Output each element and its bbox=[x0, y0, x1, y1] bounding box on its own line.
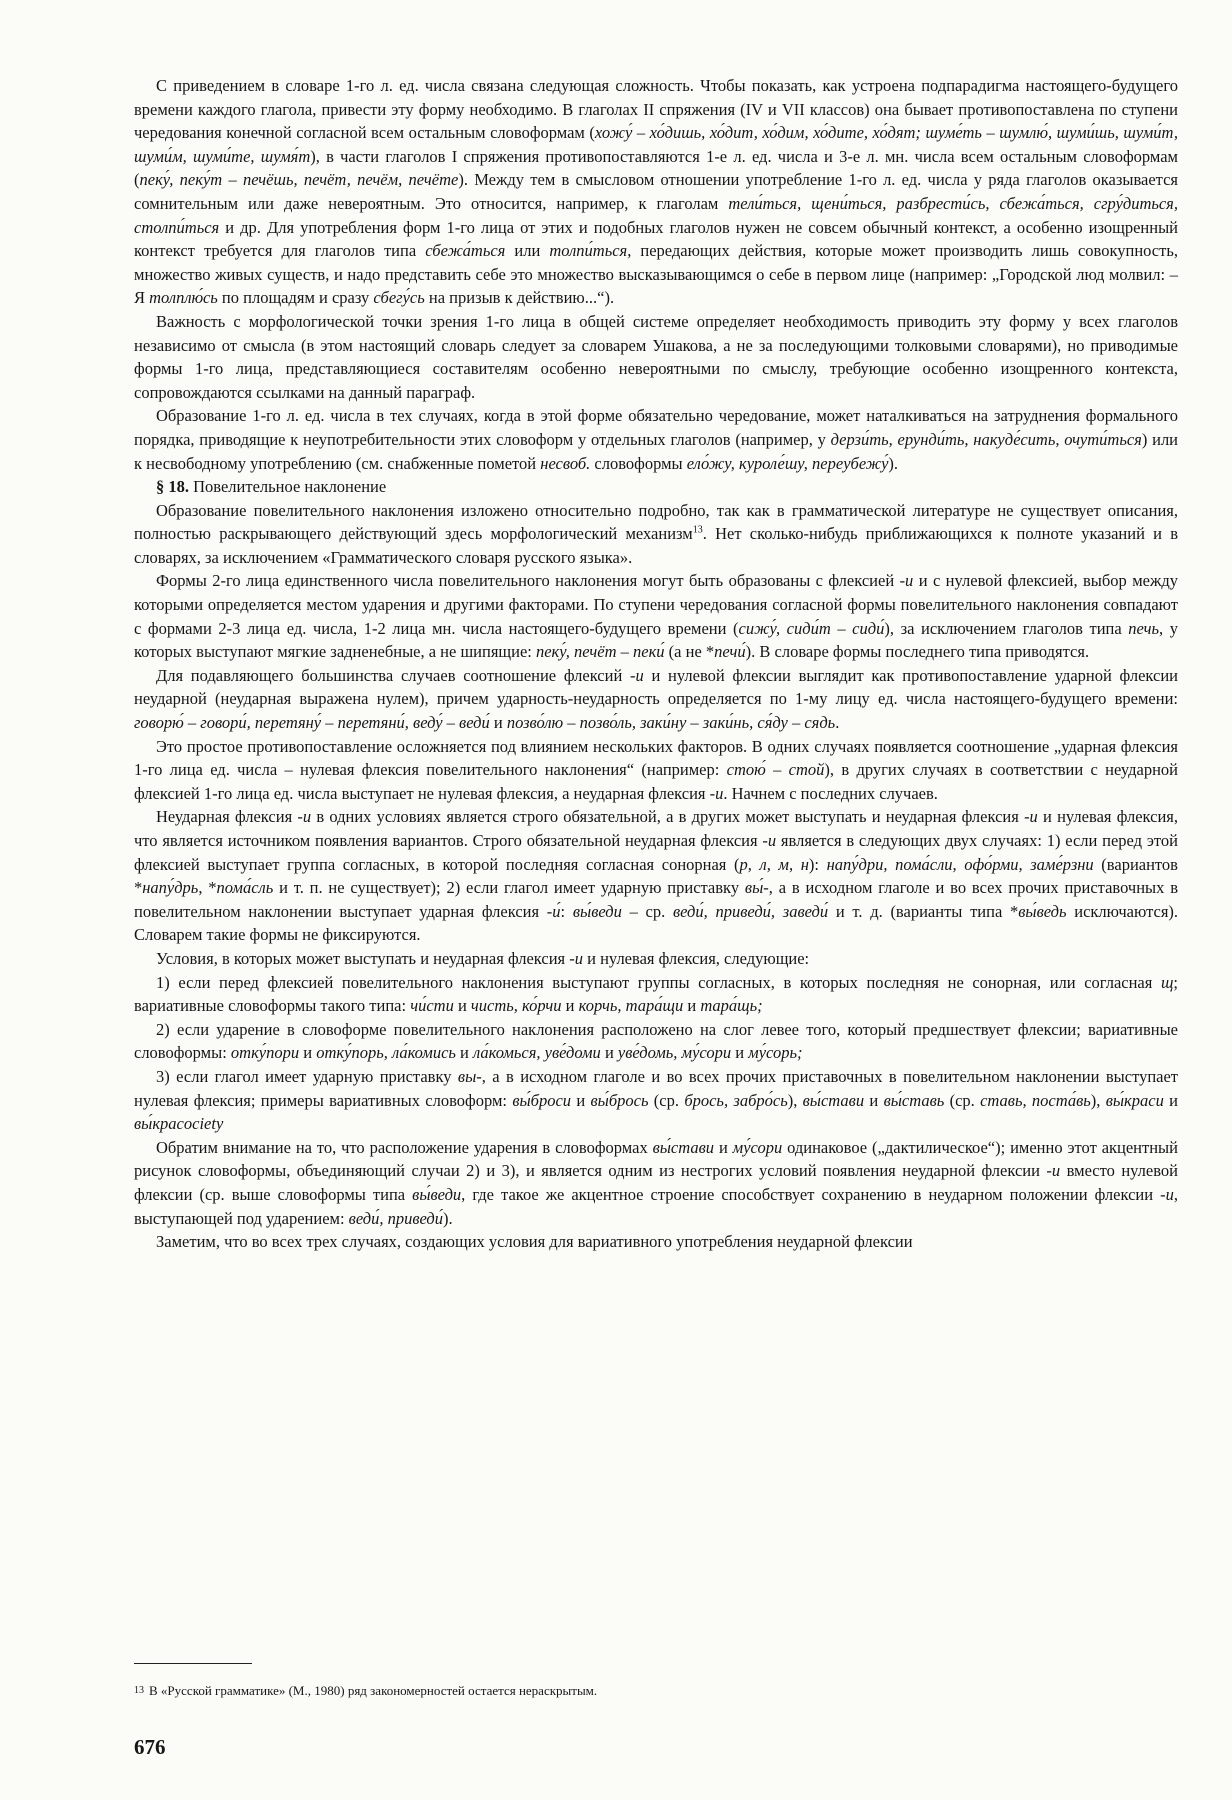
text-run: 3) если глагол имеет ударную приставку bbox=[156, 1066, 458, 1086]
text-run: и bbox=[455, 1043, 474, 1063]
italic-text: вы́броси bbox=[512, 1090, 572, 1110]
italic-text: ело́жу, куроле́шу, переубежу́ bbox=[686, 453, 889, 473]
text-run: , а в исходном глаголе и во всех прочих приставочных в повелительном наклонении выступает нулевая флексия; примеры вариативных словоформ: bbox=[134, 1066, 1179, 1110]
text-run: вместо нулевой флексии (ср. выше словоформы типа bbox=[134, 1161, 1179, 1204]
italic-text: чисть, ко́рчи bbox=[470, 996, 562, 1016]
paragraph bbox=[134, 1018, 1178, 1065]
text-run: ) или к несвободному употреблению (см. снабженные пометой bbox=[134, 429, 1179, 473]
text-run: 2) если ударение в словоформе повелительного наклонения расположено на слог левее того, который предшествует флексии; вариативные словоформы: bbox=[134, 1019, 1178, 1063]
text-run: Неударная флексия bbox=[156, 807, 298, 827]
italic-text: сижу́, сиди́т – сиди́ bbox=[738, 618, 885, 638]
text-run: и bbox=[864, 1090, 884, 1110]
text-run: (ср. bbox=[648, 1090, 685, 1110]
footnote-text: В «Русской грамматике» (М., 1980) ряд закономерностей остается нераскрытым. bbox=[149, 1683, 598, 1698]
italic-text: брось, забро́сь bbox=[684, 1090, 788, 1110]
italic-text: ставь, поста́вь bbox=[980, 1090, 1091, 1110]
paragraph bbox=[134, 971, 1178, 1018]
paragraph bbox=[134, 805, 1178, 947]
italic-text: корчь, тара́щи bbox=[578, 996, 684, 1016]
text-run: на призыв к действию...“). bbox=[424, 288, 615, 308]
text-run: . bbox=[835, 713, 840, 733]
text-run: , где такое же акцентное строение способствует сохранению в неударном положении флексии bbox=[461, 1184, 1161, 1204]
italic-text: -и bbox=[630, 665, 644, 685]
italic-text: дерзи́ть, ерунди́ть, накуде́сить, очути́ться bbox=[830, 429, 1142, 449]
text-run: и т. п. не существует); 2) если глагол имеет ударную приставку bbox=[273, 878, 745, 898]
text-run: и bbox=[714, 1137, 733, 1157]
italic-text: му́сорь; bbox=[748, 1043, 803, 1063]
text-run: и bbox=[1163, 1090, 1178, 1110]
italic-text: печь bbox=[1128, 618, 1160, 638]
footnote bbox=[134, 1682, 1178, 1700]
italic-text: -и bbox=[709, 783, 724, 803]
text-run: и bbox=[561, 996, 579, 1016]
italic-text: веди́, приведи́ bbox=[348, 1208, 444, 1228]
italic-text: несвоб. bbox=[540, 453, 591, 473]
paragraph bbox=[134, 310, 1178, 404]
footnote-rule bbox=[134, 1663, 252, 1664]
italic-text: тара́щь; bbox=[700, 996, 763, 1016]
text-run: является в следующих двух случаях: 1) если перед этой флексией выступает группа согласных, в которой последняя согласная сонорная ( bbox=[134, 831, 1178, 874]
text-run: ), bbox=[1090, 1090, 1106, 1110]
text-run: Образование 1-го л. ед. числа в тех случаях, когда в этой форме обязательно чередование, может наталкиваться на затруднения формального порядка, приводящие к неупотребительности этих словоформ у отдельных глаголов (например, у bbox=[134, 406, 1178, 449]
text-run: Заметим, что во всех трех случаях, создающих условия для вариативного употребления неударной флексии bbox=[156, 1232, 913, 1252]
text-run: и bbox=[299, 1043, 317, 1063]
paragraph bbox=[134, 1230, 1178, 1254]
italic-text: -и bbox=[899, 571, 914, 591]
italic-text: хожу́ – хо́дишь, хо́дит, хо́дим, хо́дите, хо́дят; шуме́ть – шумлю́, шуми́шь, шуми́т, шуми́м, шуми́те, шумя́т bbox=[134, 123, 1178, 166]
text-run: и нулевая флексия, что является источником появления вариантов. Строго обязательной неударная флексия bbox=[134, 807, 1179, 850]
italic-text: сбежа́ться bbox=[425, 241, 506, 261]
text-run: ). В словаре формы последнего типа приводятся. bbox=[745, 642, 1090, 662]
text-run: (вариантов * bbox=[134, 854, 1178, 898]
text-run: в одних условиях является строго обязательной, а в других может выступать и неударная флексия bbox=[311, 807, 1025, 827]
italic-text: напу́дрь bbox=[142, 878, 199, 898]
text-run: ). Между тем в смысловом отношении употребление 1-го л. ед. числа у ряда глаголов оказывается сомнительным или даже невероятным. Это относится, например, к глаголам bbox=[134, 170, 1179, 213]
text-run: одинаковое („дактилическое“); именно этот акцентный рисунок словоформы, объединяющий случаи 2) и 3), и является одним из нестрогих условий появления неударной флексии bbox=[134, 1137, 1178, 1181]
italic-text: -и bbox=[762, 831, 777, 850]
text-run: , передающих действия, которые может производить лишь совокупность, множество живых существ, и надо представить себе это множество высказывающимся о себе в первом лице (например: „Городской люд молвил: – Я bbox=[134, 241, 1178, 308]
text-run: , * bbox=[198, 878, 217, 898]
italic-text: тели́ться, щени́ться, разбрести́сь, сбежа́ться, сгру́диться, столпи́ться bbox=[134, 193, 1178, 237]
italic-text: р, л, м, н bbox=[739, 854, 809, 874]
italic-text: вы́веди bbox=[572, 901, 622, 921]
italic-text: толплю́сь bbox=[149, 288, 218, 308]
text-run: исключаются). Словарем такие формы не фиксируются. bbox=[134, 901, 1179, 945]
body-text bbox=[134, 74, 1178, 1254]
italic-text: чи́сти bbox=[410, 996, 454, 1016]
text-run: ), в части глаголов I спряжения противопоставляются 1-е л. ед. числа и 3-е л. мн. числа всем остальным словоформам ( bbox=[134, 146, 1178, 190]
italic-text: говорю́ – говори́, перетяну́ – перетяни́, веду́ – веди́ bbox=[134, 713, 490, 733]
italic-text: вы́стави bbox=[802, 1090, 865, 1110]
text-run: , выступающей под ударением: bbox=[134, 1184, 1178, 1228]
paragraph bbox=[134, 947, 1178, 971]
italic-text: толпи́ться bbox=[549, 241, 628, 261]
italic-text: вы́краси bbox=[1105, 1090, 1164, 1110]
text-run: ). bbox=[443, 1208, 453, 1228]
footnote-ref: 13 bbox=[692, 524, 703, 536]
text-run: и bbox=[600, 1043, 618, 1063]
text-run: – ср. bbox=[621, 901, 673, 921]
text-run: и bbox=[453, 996, 471, 1016]
text-run: или bbox=[505, 241, 550, 261]
page-number: 676 bbox=[134, 1735, 166, 1759]
text-run: ), за исключением глаголов типа bbox=[884, 618, 1129, 638]
italic-text: пеку́, пеку́т – печёшь, печёт, печём, печёте bbox=[139, 170, 459, 190]
italic-text: -и bbox=[297, 807, 312, 827]
italic-text: вы́стави bbox=[652, 1137, 715, 1157]
text-run: § 18. bbox=[156, 477, 189, 497]
paragraph bbox=[134, 74, 1178, 310]
text-run: Условия, в которых может выступать и неударная флексия bbox=[156, 948, 570, 968]
italic-text: стою́ – стой bbox=[726, 760, 825, 780]
italic-text: пеку́, печёт – пеки́ bbox=[535, 642, 665, 662]
text-run: и нулевая флексия, следующие: bbox=[583, 948, 810, 968]
italic-text: пома́сль bbox=[216, 878, 274, 898]
italic-text: -и bbox=[1024, 807, 1038, 827]
italic-text: уве́домь, му́сори bbox=[617, 1043, 732, 1063]
paragraph bbox=[134, 1136, 1178, 1230]
text-run: и т. д. (варианты типа * bbox=[828, 901, 1019, 921]
italic-text: -и bbox=[1046, 1161, 1061, 1181]
text-run: ), в других случаях в соответствии с неударной флексией 1-го лица ед. числа выступает не нулевая флексия, а неударная флексия bbox=[134, 760, 1178, 803]
italic-text: щ bbox=[1160, 972, 1174, 992]
paragraph bbox=[134, 404, 1178, 475]
text-run: и bbox=[731, 1043, 749, 1063]
paragraph bbox=[134, 569, 1178, 663]
italic-text: отку́порь, ла́комись bbox=[316, 1043, 456, 1063]
italic-text: -и bbox=[1160, 1184, 1174, 1204]
text-run: Формы 2-го лица единственного числа повелительного наклонения могут быть образованы с флексией bbox=[156, 571, 900, 591]
text-run: Это простое противопоставление осложняется под влиянием нескольких факторов. В одних случаях появляется соотношение „ударная флексия 1-го лица ед. числа – нулевая флексия повелительного наклонения“ (например: bbox=[134, 736, 1178, 780]
section-heading bbox=[134, 475, 1178, 499]
italic-text: вы- bbox=[457, 1066, 482, 1086]
text-run: и bbox=[571, 1090, 591, 1110]
italic-text: вы́ставь bbox=[883, 1090, 945, 1110]
text-run: Важность с морфологической точки зрения 1-го лица в общей системе определяет необходимость приводить эту форму у всех глаголов независимо от смысла (в этом настоящий словарь следует за словарем Ушакова, а не за последующими толковыми словарями), но приводимые формы 1-го лица, представляющиеся составителям особенно невероятными по смыслу, требующие особенно изощренного контекста, сопровождаются ссылками на данный параграф. bbox=[134, 311, 1178, 402]
italic-text: ла́комься, уве́доми bbox=[473, 1043, 601, 1063]
text-run: 1) если перед флексией повелительного наклонения выступают группы согласных, в которых последняя не сонорная, или согласная bbox=[156, 972, 1161, 992]
text-run: Обратим внимание на то, что расположение ударения в словоформах bbox=[156, 1137, 653, 1157]
text-run: (а не * bbox=[664, 642, 715, 662]
italic-text: -и bbox=[569, 948, 584, 968]
text-run: ): bbox=[808, 854, 827, 874]
paragraph bbox=[134, 1065, 1178, 1136]
italic-text: позво́лю – позво́ль, заки́ну – заки́нь, ся́ду – сядь bbox=[506, 713, 836, 733]
text-run: , у которых выступают мягкие задненебные, а не шипящие: bbox=[134, 618, 1178, 662]
text-run: по площадям и сразу bbox=[217, 288, 374, 308]
text-run: , а в исходном глаголе и во всех прочих приставочных в повелительном наклонении выступает ударная флексия bbox=[134, 878, 1179, 921]
italic-text: веди́, приведи́, заведи́ bbox=[672, 901, 829, 921]
paragraph bbox=[134, 735, 1178, 806]
italic-text: -и́ bbox=[546, 901, 561, 921]
text-run: (ср. bbox=[944, 1090, 981, 1110]
text-run: ; вариативные словоформы такого типа: bbox=[134, 972, 1178, 1016]
text-run: и с нулевой флексией, выбор между которыми определяется местом ударения и другими факторами. По ступени чередования согласной формы повелительного наклонения совпадают с формами 2-3 лица ед. числа, 1-2 лица мн. числа настоящего-будущего времени ( bbox=[134, 571, 1179, 638]
italic-text: сбегу́сь bbox=[373, 288, 425, 308]
text-run: и bbox=[489, 713, 507, 733]
text-run: Образование повелительного наклонения изложено относительно подробно, так как в грамматической литературе не существует описания, полностью раскрывающего действующий здесь морфологический механизм bbox=[134, 500, 1178, 544]
italic-text: вы́брось bbox=[590, 1090, 649, 1110]
italic-text: вы́веди bbox=[412, 1184, 462, 1204]
text-run: . Нет сколько-нибудь приближающихся к полноте указаний и в словарях, за исключением «Грамматического словаря русского языка». bbox=[134, 524, 1178, 567]
italic-text: напу́дри, пома́сли, офо́рми, заме́рзни bbox=[826, 854, 1094, 874]
text-run: . Начнем с последних случаев. bbox=[723, 783, 938, 803]
italic-text: отку́пори bbox=[230, 1043, 300, 1063]
italic-text: му́сори bbox=[732, 1137, 783, 1157]
text-run: и bbox=[683, 996, 701, 1016]
text-run: словоформы bbox=[590, 453, 687, 473]
text-run: ), bbox=[787, 1090, 803, 1110]
text-run: и др. Для употребления форм 1-го лица от этих и подобных глаголов нужен не совсем обычный контекст, а особенно изощренный контекст требуется для глаголов типа bbox=[134, 217, 1178, 261]
text-run: Для подавляющего большинства случаев соотношение флексий bbox=[156, 665, 631, 685]
footnote-mark: 13 bbox=[134, 1685, 144, 1696]
italic-text: печи́ bbox=[714, 642, 746, 662]
paragraph bbox=[134, 664, 1178, 735]
text-run: Повелительное наклонение bbox=[189, 477, 387, 497]
text-run: С приведением в словаре 1-го л. ед. числа связана следующая сложность. Чтобы показать, как устроена подпарадигма настоящего-будущего времени каждого глагола, привести эту форму необходимо. В глаголах II спряжения (IV и VII классов) она бывает противопоставлена по ступени чередования конечной согласной всем остальным словоформам ( bbox=[134, 76, 1178, 143]
text-run: и нулевой флексии выглядит как противопоставление ударной флексии неударной (неударная выражена нулем), причем ударность-неударность определяется по 1-му лицу ед. числа настоящего-будущего времени: bbox=[134, 665, 1178, 709]
italic-text: вы́красociety bbox=[134, 1114, 224, 1134]
paragraph bbox=[134, 499, 1178, 570]
italic-text: вы́- bbox=[744, 878, 769, 898]
text-run: ). bbox=[888, 453, 899, 473]
text-run: : bbox=[560, 901, 573, 921]
italic-text: вы́ведь bbox=[1018, 901, 1067, 921]
